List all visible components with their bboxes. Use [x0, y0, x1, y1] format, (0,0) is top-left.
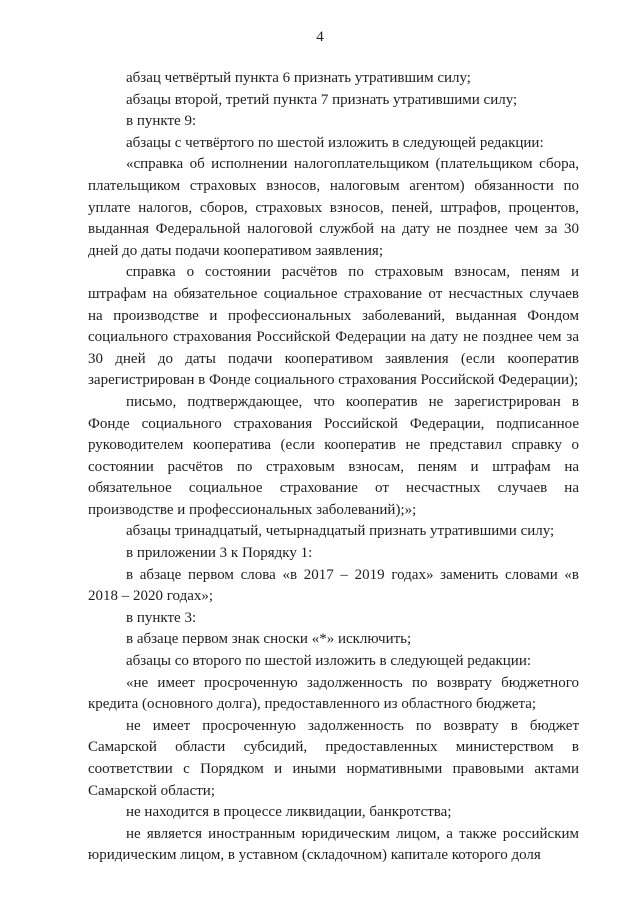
paragraph-12: в абзаце первом знак сноски «*» исключить; — [126, 631, 412, 648]
paragraph-3: в пункте 9: — [126, 113, 197, 130]
paragraph-6: справка о состоянии расчётов по страховым взносам, пеням и штрафам на обязательное социальное страхование от несчастных случаев на производстве и профессиональных заболеваний, выданная Фондом социального страхования Российской Федерации на дату не позднее чем за 30 дней до даты подачи кооперативом заявления (если кооператив зарегистрирован в Фонде социального страхования Российской Федерации); — [88, 264, 579, 389]
paragraph-2: абзацы второй, третий пункта 7 признать утратившими силу; — [126, 91, 518, 108]
paragraph-15: не имеет просроченную задолженность по возврату в бюджет Самарской области субсидий, предоставленных министерством в соответствии с Порядком и иными нормативными правовыми актами Самарской области; — [88, 717, 579, 799]
document-body — [88, 68, 579, 867]
paragraph-1: абзац четвёртый пункта 6 признать утратившим силу; — [126, 70, 471, 86]
paragraph-4: абзацы с четвёртого по шестой изложить в следующей редакции: — [126, 134, 544, 151]
paragraph-16: не находится в процессе ликвидации, банкротства; — [126, 804, 452, 821]
paragraph-5: «справка об исполнении налогоплательщиком (плательщиком сбора, плательщиком страховых взносов, налоговым агентом) обязанности по уплате налогов, сборов, страховых взносов, пеней, штрафов, процентов, выданная Федеральной налоговой службой на дату не позднее чем за 30 дней до даты подачи кооперативом заявления; — [88, 156, 579, 259]
page-number: 4 — [316, 29, 324, 45]
paragraph-13: абзацы со второго по шестой изложить в следующей редакции: — [126, 653, 532, 670]
paragraph-10: в абзаце первом слова «в 2017 – 2019 годах» заменить словами «в 2018 – 2020 годах»; — [88, 566, 579, 605]
paragraph-11: в пункте 3: — [126, 609, 197, 626]
paragraph-14: «не имеет просроченную задолженность по возврату бюджетного кредита (основного долга), предоставленного из областного бюджета; — [88, 674, 579, 713]
paragraph-7: письмо, подтверждающее, что кооператив не зарегистрирован в Фонде социального страхования Российской Федерации, подписанное руководителем кооператива (если кооператив не представил справку о состоянии расчётов по страховым взносам, пеням и штрафам на обязательное социальное страхование от несчастных случаев на производстве и профессиональных заболеваний);»; — [88, 393, 579, 518]
paragraph-9: в приложении 3 к Порядку 1: — [126, 545, 313, 562]
paragraph-17: не является иностранным юридическим лицом, а также российским юридическим лицом, в уставном (складочном) капитале которого доля — [88, 825, 579, 864]
paragraph-8: абзацы тринадцатый, четырнадцатый признать утратившими силу; — [126, 523, 555, 540]
